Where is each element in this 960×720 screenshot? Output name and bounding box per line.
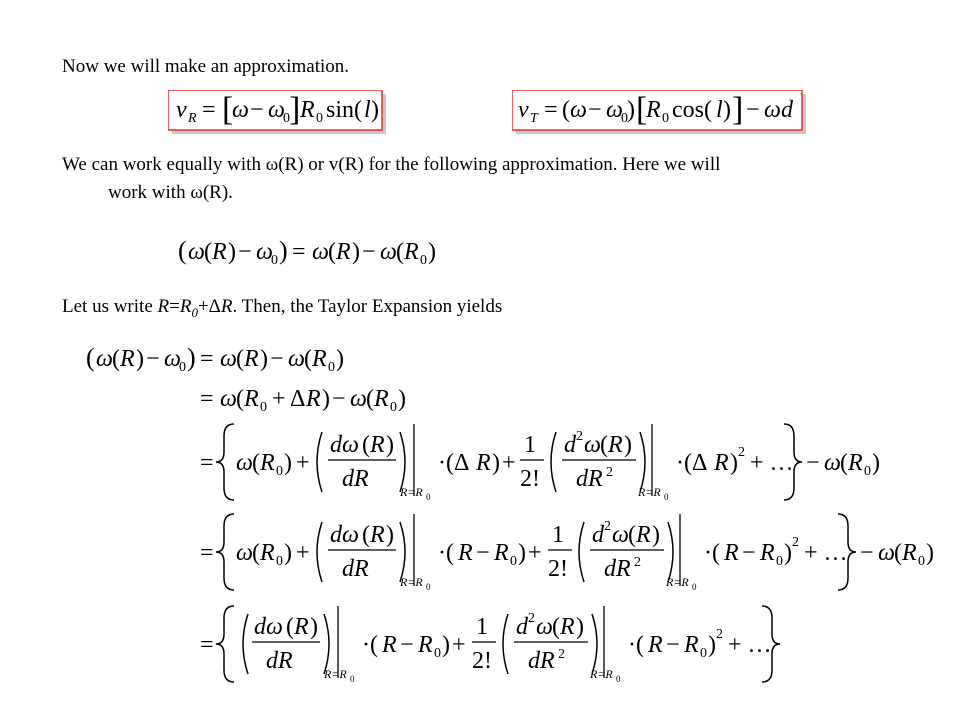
svg-text:R: R xyxy=(120,346,135,372)
svg-text:dR: dR xyxy=(576,466,603,492)
svg-text:): ) xyxy=(518,540,526,566)
svg-text:]: ] xyxy=(732,91,744,128)
svg-text:−: − xyxy=(476,540,490,566)
svg-text:): ) xyxy=(284,540,292,566)
svg-text:+: + xyxy=(296,540,310,566)
svg-text:=: = xyxy=(292,239,306,265)
svg-text:+: + xyxy=(502,450,516,476)
para2-line1: We can work equally with ω(R) or v(R) for the following approximation. Here we will xyxy=(62,154,721,175)
svg-text:−: − xyxy=(588,97,602,123)
svg-text:): ) xyxy=(730,450,738,476)
svg-text:ω: ω xyxy=(584,432,601,458)
svg-text:R: R xyxy=(646,97,661,123)
svg-text:ω: ω xyxy=(268,97,285,123)
svg-text:R: R xyxy=(212,239,227,265)
para3-R0: R xyxy=(179,296,192,317)
svg-text:): ) xyxy=(322,386,330,412)
svg-text:R: R xyxy=(312,346,327,372)
svg-text:): ) xyxy=(872,450,880,476)
svg-text:+: + xyxy=(528,540,542,566)
svg-text:T: T xyxy=(530,111,538,126)
svg-text:−: − xyxy=(806,450,820,476)
svg-text:R: R xyxy=(560,614,575,640)
svg-text:0: 0 xyxy=(390,400,397,415)
svg-text:·(Δ: ·(Δ xyxy=(438,450,470,476)
taylor-line-2 xyxy=(200,386,406,415)
svg-text:[: [ xyxy=(636,91,648,128)
svg-text:): ) xyxy=(627,97,635,123)
svg-text:R: R xyxy=(294,614,309,640)
svg-text:): ) xyxy=(310,614,318,640)
svg-text:R: R xyxy=(418,632,433,658)
svg-text:0: 0 xyxy=(271,253,278,268)
svg-text:): ) xyxy=(386,522,394,548)
svg-text:dR: dR xyxy=(266,648,293,674)
taylor-expansion xyxy=(84,336,954,711)
svg-text:cos(: cos( xyxy=(672,97,712,123)
svg-text:): ) xyxy=(576,614,584,640)
svg-text:0: 0 xyxy=(621,111,628,126)
svg-text:+: + xyxy=(452,632,466,658)
svg-text:2!: 2! xyxy=(520,466,540,492)
svg-text:R: R xyxy=(724,540,739,566)
svg-text:dR: dR xyxy=(604,556,631,582)
svg-text:2: 2 xyxy=(716,627,723,642)
svg-text:(: ( xyxy=(366,386,374,412)
taylor-line-3 xyxy=(200,424,880,502)
svg-text:): ) xyxy=(284,450,292,476)
para3-sub0: 0 xyxy=(191,304,198,320)
svg-text:): ) xyxy=(386,432,394,458)
svg-text:ω: ω xyxy=(164,346,181,372)
svg-text:2!: 2! xyxy=(472,648,492,674)
svg-text:ω: ω xyxy=(288,346,305,372)
svg-text:2: 2 xyxy=(792,535,799,550)
svg-text:0: 0 xyxy=(664,492,669,502)
svg-text:R: R xyxy=(684,632,699,658)
svg-text:R: R xyxy=(370,522,385,548)
svg-text:ω: ω xyxy=(536,614,553,640)
svg-text:R: R xyxy=(300,97,315,123)
svg-text:R: R xyxy=(336,239,351,265)
svg-text:(: ( xyxy=(362,432,370,458)
svg-text:(: ( xyxy=(204,239,212,265)
svg-text:]: ] xyxy=(289,91,301,128)
svg-text:(: ( xyxy=(286,614,294,640)
svg-text:2: 2 xyxy=(634,555,641,570)
equation-vR-box xyxy=(168,90,390,143)
svg-text:(: ( xyxy=(552,614,560,640)
svg-text:=: = xyxy=(200,450,214,476)
svg-text:ω: ω xyxy=(878,540,895,566)
svg-text:−: − xyxy=(400,632,414,658)
svg-text:dR: dR xyxy=(528,648,555,674)
svg-text:0: 0 xyxy=(426,582,431,592)
svg-text:R: R xyxy=(374,386,389,412)
svg-text:R: R xyxy=(848,450,863,476)
svg-text:R: R xyxy=(760,540,775,566)
svg-text:ω: ω xyxy=(96,346,113,372)
svg-text:R: R xyxy=(370,432,385,458)
svg-text:R=R: R=R xyxy=(400,575,423,589)
svg-text:l: l xyxy=(716,97,723,123)
svg-text:=: = xyxy=(200,632,214,658)
svg-text:(: ( xyxy=(840,450,848,476)
svg-text:R: R xyxy=(306,386,321,412)
equation-vT-box xyxy=(512,90,810,143)
para3-plus: +Δ xyxy=(197,296,221,317)
svg-text:dω: dω xyxy=(330,522,359,548)
svg-text:ω: ω xyxy=(236,540,253,566)
svg-text:R: R xyxy=(476,450,491,476)
svg-text:R=R: R=R xyxy=(400,485,423,499)
svg-text:): ) xyxy=(723,97,731,123)
svg-text:ω: ω xyxy=(188,239,205,265)
svg-text:sin(: sin( xyxy=(326,97,362,123)
svg-text:(: ( xyxy=(600,432,608,458)
svg-text:1: 1 xyxy=(552,522,564,548)
svg-text:ω: ω xyxy=(380,239,397,265)
svg-text:dω: dω xyxy=(254,614,283,640)
svg-text:): ) xyxy=(708,632,716,658)
svg-text:0: 0 xyxy=(276,554,283,569)
svg-text:0: 0 xyxy=(776,554,783,569)
svg-text:R: R xyxy=(260,450,275,476)
para3-prefix: Let us write xyxy=(62,296,158,317)
svg-text:−: − xyxy=(742,540,756,566)
svg-text:(: ( xyxy=(178,236,187,265)
svg-text:2: 2 xyxy=(576,429,583,444)
svg-text:d: d xyxy=(592,522,604,548)
intro-text: Now we will make an approximation. xyxy=(62,56,350,77)
svg-text:−: − xyxy=(746,97,760,123)
svg-text:1: 1 xyxy=(524,432,536,458)
equation-omega-diff xyxy=(176,232,456,277)
para3-R2: R xyxy=(220,296,233,317)
svg-text:l: l xyxy=(364,97,371,123)
svg-text:): ) xyxy=(228,239,236,265)
svg-text:R: R xyxy=(636,522,651,548)
svg-text:R: R xyxy=(188,111,197,126)
svg-text:R: R xyxy=(244,386,259,412)
svg-text:d: d xyxy=(564,432,576,458)
taylor-expansion-svg xyxy=(84,336,954,706)
svg-text:+ …: + … xyxy=(804,540,848,566)
svg-text:0: 0 xyxy=(616,674,621,684)
svg-text:=: = xyxy=(200,540,214,566)
svg-text:): ) xyxy=(398,386,406,412)
svg-text:2: 2 xyxy=(606,465,613,480)
svg-text:0: 0 xyxy=(179,360,186,375)
svg-text:−: − xyxy=(250,97,264,123)
svg-text:−: − xyxy=(146,346,160,372)
para2-line2: work with ω(R). xyxy=(108,182,233,203)
svg-text:+ …: + … xyxy=(728,632,772,658)
svg-text:0: 0 xyxy=(426,492,431,502)
svg-text:): ) xyxy=(187,343,196,372)
svg-text:ω: ω xyxy=(570,97,587,123)
svg-text:(: ( xyxy=(236,386,244,412)
svg-text:ω: ω xyxy=(612,522,629,548)
svg-text:·(: ·( xyxy=(628,632,644,658)
svg-text:v: v xyxy=(176,97,187,123)
svg-text:0: 0 xyxy=(316,111,323,126)
svg-text:ω: ω xyxy=(824,450,841,476)
svg-text:R=R: R=R xyxy=(638,485,661,499)
svg-text:0: 0 xyxy=(700,646,707,661)
svg-text:ω: ω xyxy=(256,239,273,265)
svg-text:(: ( xyxy=(362,522,370,548)
svg-text:=: = xyxy=(200,386,214,412)
svg-text:0: 0 xyxy=(350,674,355,684)
svg-text:R=R: R=R xyxy=(590,667,613,681)
svg-text:0: 0 xyxy=(662,111,669,126)
svg-text:=: = xyxy=(200,346,214,372)
para3-text xyxy=(62,296,502,324)
svg-text:·(Δ: ·(Δ xyxy=(676,450,708,476)
svg-text:R=R: R=R xyxy=(324,667,347,681)
svg-text:0: 0 xyxy=(510,554,517,569)
svg-text:·(: ·( xyxy=(362,632,378,658)
svg-text:=: = xyxy=(202,97,216,123)
svg-text:): ) xyxy=(260,346,268,372)
svg-text:dR: dR xyxy=(342,556,369,582)
svg-text:): ) xyxy=(371,97,379,123)
svg-text:(: ( xyxy=(112,346,120,372)
svg-text:+ …: + … xyxy=(750,450,794,476)
svg-text:): ) xyxy=(428,239,436,265)
svg-text:+: + xyxy=(272,386,286,412)
svg-text:): ) xyxy=(652,522,660,548)
taylor-line-1 xyxy=(86,343,344,375)
svg-text:ω: ω xyxy=(236,450,253,476)
svg-text:dω: dω xyxy=(330,432,359,458)
svg-text:ωd: ωd xyxy=(764,97,793,123)
svg-text:): ) xyxy=(442,632,450,658)
svg-text:): ) xyxy=(624,432,632,458)
svg-text:0: 0 xyxy=(328,360,335,375)
svg-text:dR: dR xyxy=(342,466,369,492)
svg-text:): ) xyxy=(784,540,792,566)
svg-text:ω: ω xyxy=(312,239,329,265)
svg-text:2: 2 xyxy=(528,611,535,626)
svg-text:(: ( xyxy=(252,450,260,476)
svg-text:): ) xyxy=(352,239,360,265)
svg-text:−: − xyxy=(332,386,346,412)
svg-text:(: ( xyxy=(236,346,244,372)
svg-text:): ) xyxy=(336,346,344,372)
svg-text:(: ( xyxy=(894,540,902,566)
para3-eq: = xyxy=(169,296,180,317)
svg-text:R: R xyxy=(244,346,259,372)
svg-text:+: + xyxy=(296,450,310,476)
svg-text:R: R xyxy=(608,432,623,458)
svg-text:ω: ω xyxy=(220,346,237,372)
svg-text:−: − xyxy=(362,239,376,265)
svg-text:=: = xyxy=(544,97,558,123)
svg-text:2: 2 xyxy=(558,647,565,662)
svg-text:(: ( xyxy=(562,97,570,123)
svg-text:0: 0 xyxy=(918,554,925,569)
equation-vT xyxy=(512,90,810,138)
svg-text:(: ( xyxy=(628,522,636,548)
equation-omega-diff-svg xyxy=(176,232,456,272)
svg-text:·(: ·( xyxy=(704,540,720,566)
svg-text:ω: ω xyxy=(606,97,623,123)
svg-text:R: R xyxy=(714,450,729,476)
svg-text:1: 1 xyxy=(476,614,488,640)
svg-text:2!: 2! xyxy=(548,556,568,582)
svg-text:R=R: R=R xyxy=(666,575,689,589)
svg-text:[: [ xyxy=(222,91,234,128)
svg-text:): ) xyxy=(279,236,288,265)
svg-text:2: 2 xyxy=(604,519,611,534)
taylor-line-5 xyxy=(200,606,780,684)
svg-text:−: − xyxy=(666,632,680,658)
svg-text:0: 0 xyxy=(420,253,427,268)
svg-text:(: ( xyxy=(328,239,336,265)
svg-text:R: R xyxy=(260,540,275,566)
svg-text:ω: ω xyxy=(220,386,237,412)
svg-text:0: 0 xyxy=(276,464,283,479)
svg-text:·(: ·( xyxy=(438,540,454,566)
svg-text:R: R xyxy=(648,632,663,658)
svg-text:2: 2 xyxy=(738,445,745,460)
taylor-line-4 xyxy=(200,514,934,592)
svg-text:): ) xyxy=(136,346,144,372)
svg-text:): ) xyxy=(926,540,934,566)
svg-text:): ) xyxy=(492,450,500,476)
svg-text:−: − xyxy=(238,239,252,265)
svg-text:R: R xyxy=(458,540,473,566)
equation-vR xyxy=(168,90,390,138)
svg-text:(: ( xyxy=(304,346,312,372)
svg-text:d: d xyxy=(516,614,528,640)
svg-text:Δ: Δ xyxy=(290,386,306,412)
svg-text:v: v xyxy=(518,97,529,123)
svg-text:0: 0 xyxy=(283,111,290,126)
svg-text:0: 0 xyxy=(434,646,441,661)
svg-text:(: ( xyxy=(396,239,404,265)
svg-text:ω: ω xyxy=(232,97,249,123)
svg-text:−: − xyxy=(860,540,874,566)
svg-text:(: ( xyxy=(86,343,95,372)
svg-text:R: R xyxy=(902,540,917,566)
svg-text:R: R xyxy=(404,239,419,265)
svg-text:−: − xyxy=(270,346,284,372)
svg-text:0: 0 xyxy=(864,464,871,479)
svg-text:ω: ω xyxy=(350,386,367,412)
svg-text:0: 0 xyxy=(260,400,267,415)
svg-text:R: R xyxy=(382,632,397,658)
svg-text:R: R xyxy=(494,540,509,566)
svg-text:0: 0 xyxy=(692,582,697,592)
svg-text:(: ( xyxy=(252,540,260,566)
para3-R: R xyxy=(157,296,170,317)
para3-suffix: . Then, the Taylor Expansion yields xyxy=(232,296,503,317)
